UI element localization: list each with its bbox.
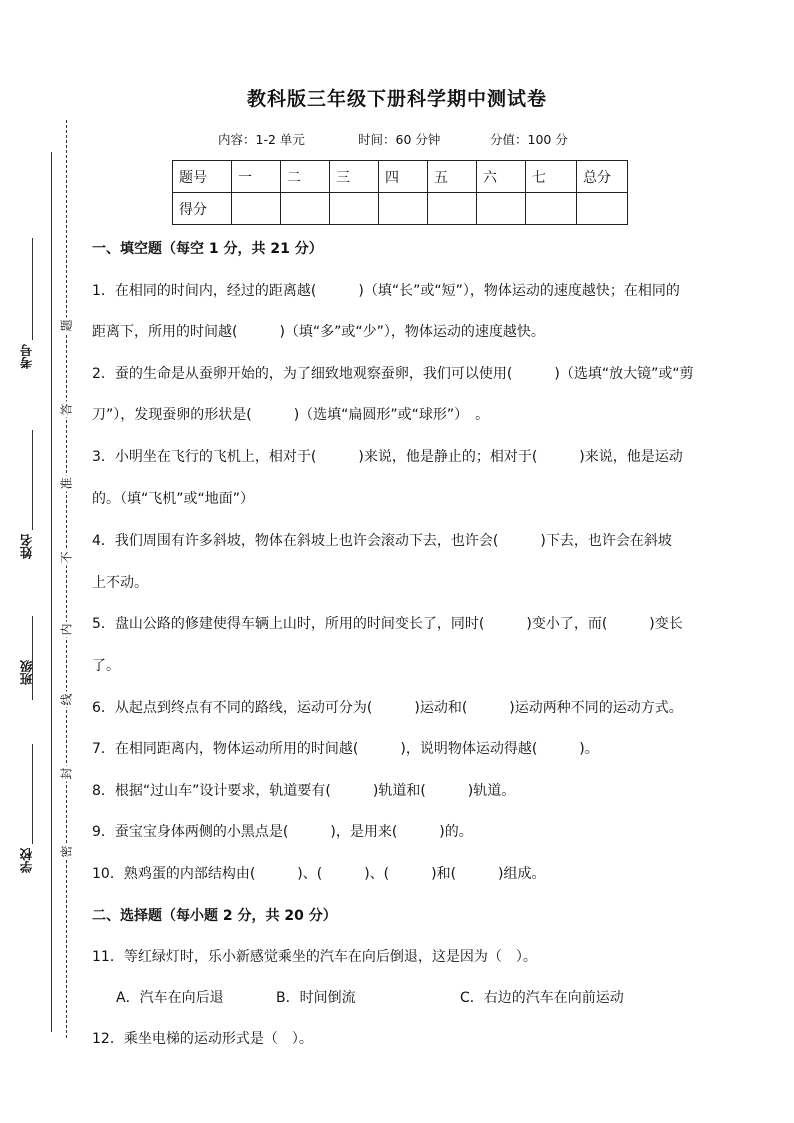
score-table-header-row xyxy=(173,161,628,193)
question-line: 8．根据“过山车”设计要求，轨道要有( )轨道和( )轨道。 xyxy=(92,783,516,799)
question-line: 了。 xyxy=(92,658,120,674)
binding-dashed-line xyxy=(66,120,67,1038)
score-table-score-row xyxy=(173,193,628,225)
school-label: 学校 xyxy=(19,848,34,873)
seal-char: 封 xyxy=(57,766,76,782)
score-cell-header: 五 xyxy=(428,161,477,193)
score-cell-blank[interactable] xyxy=(232,193,281,225)
question-11-option-b[interactable]: B．时间倒流 xyxy=(276,990,356,1006)
question-line: 距离下，所用的时间越( )（填“多”或“少”），物体运动的速度越快。 xyxy=(92,324,545,340)
page-title: 教科版三年级下册科学期中测试卷 xyxy=(246,88,547,110)
question-line: 1．在相同的时间内，经过的距离越( )（填“长”或“短”），物体运动的速度越快；在相同的 xyxy=(92,283,680,299)
question-line: 10．熟鸡蛋的内部结构由( )、( )、( )和( )组成。 xyxy=(92,866,546,882)
score-cell-blank[interactable] xyxy=(428,193,477,225)
score-cell-header: 一 xyxy=(232,161,281,193)
score-cell-blank[interactable] xyxy=(281,193,330,225)
seal-char: 不 xyxy=(57,550,76,566)
seal-char: 准 xyxy=(57,476,76,492)
exam-no-label: 考号 xyxy=(19,344,34,369)
question-11-option-c[interactable]: C．右边的汽车在向前运动 xyxy=(460,990,624,1006)
score-cell-header: 六 xyxy=(477,161,526,193)
meta-score: 分值：100 分 xyxy=(490,132,568,147)
score-table xyxy=(172,160,628,225)
score-cell-blank[interactable] xyxy=(526,193,577,225)
score-cell-header: 二 xyxy=(281,161,330,193)
score-cell-blank[interactable] xyxy=(577,193,628,225)
seal-char: 线 xyxy=(57,692,76,708)
section-heading-fill-blank: 一、填空题（每空 1 分，共 21 分） xyxy=(92,241,323,257)
score-cell-header: 三 xyxy=(330,161,379,193)
question-line: 的。（填“飞机”或“地面”） xyxy=(92,491,255,507)
question-line: 9．蚕宝宝身体两侧的小黑点是( )，是用来( )的。 xyxy=(92,824,473,840)
name-underline xyxy=(32,430,33,530)
question-line: 刀”），发现蚕卵的形状是( )（选填“扁圆形”或“球形”） 。 xyxy=(92,407,490,423)
question-12-stem: 12．乘坐电梯的运动形式是（ ）。 xyxy=(92,1031,313,1047)
name-label: 姓名 xyxy=(19,534,34,559)
school-underline xyxy=(32,744,33,844)
question-line: 6．从起点到终点有不同的路线，运动可分为( )运动和( )运动两种不同的运动方式。 xyxy=(92,700,683,716)
score-cell-header: 四 xyxy=(379,161,428,193)
meta-time: 时间：60 分钟 xyxy=(358,132,441,147)
binding-solid-line xyxy=(51,152,52,1032)
seal-char: 答 xyxy=(57,402,76,418)
seal-char: 内 xyxy=(57,622,76,638)
seal-char: 题 xyxy=(57,318,76,334)
class-label: 班级 xyxy=(19,660,34,685)
score-cell-blank[interactable] xyxy=(379,193,428,225)
meta-content: 内容：1-2 单元 xyxy=(218,132,305,147)
score-cell-blank[interactable] xyxy=(330,193,379,225)
exam-no-underline xyxy=(32,238,33,340)
question-line: 5．盘山公路的修建使得车辆上山时，所用的时间变长了，同时( )变小了，而( )变长 xyxy=(92,616,683,632)
question-line: 3．小明坐在飞行的飞机上，相对于( )来说，他是静止的；相对于( )来说，他是运动 xyxy=(92,449,683,465)
question-11-option-a[interactable]: A．汽车在向后退 xyxy=(116,990,224,1006)
score-cell-header: 题号 xyxy=(173,161,232,193)
score-cell-label: 得分 xyxy=(173,193,232,225)
question-line: 7．在相同距离内，物体运动所用的时间越( )，说明物体运动得越( )。 xyxy=(92,741,599,757)
question-line: 4．我们周围有许多斜坡，物体在斜坡上也许会滚动下去，也许会( )下去，也许会在斜坡 xyxy=(92,533,672,549)
score-cell-blank[interactable] xyxy=(477,193,526,225)
question-line: 上不动。 xyxy=(92,575,148,591)
question-line: 2．蚕的生命是从蚕卵开始的，为了细致地观察蚕卵，我们可以使用( )（选填“放大镜”或“剪 xyxy=(92,366,694,382)
question-11-stem: 11．等红绿灯时，乐小新感觉乘坐的汽车在向后倒退，这是因为（ ）。 xyxy=(92,949,537,965)
score-cell-header: 七 xyxy=(526,161,577,193)
score-cell-header: 总分 xyxy=(577,161,628,193)
seal-char: 密 xyxy=(57,844,76,860)
section-heading-multiple-choice: 二、选择题（每小题 2 分，共 20 分） xyxy=(92,908,337,924)
class-underline xyxy=(32,616,33,700)
